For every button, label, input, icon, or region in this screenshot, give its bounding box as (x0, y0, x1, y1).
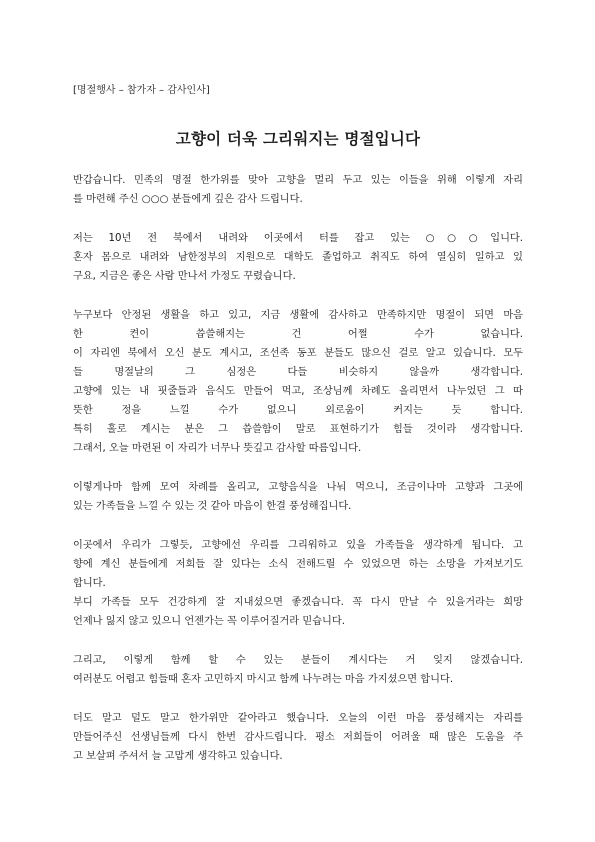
paragraph-line: 반갑습니다. 민족의 명절 한가위를 맞아 고향을 멀리 두고 있는 이들을 위해 이렇게 자리 (73, 175, 523, 186)
paragraph-line: 누구보다 안정된 생활을 하고 있고, 지금 생활에 감사하고 만족하지만 명절이 되면 마음 (73, 310, 523, 321)
paragraph-line: 있는 가족들을 느낄 수 있는 것 같아 마음이 한결 풍성해집니다. (73, 501, 352, 512)
paragraph-line: 한 켠이 씁쓸해지는 건 어쩔 수가 없습니다. (73, 329, 523, 340)
paragraph-line: 더도 말고 덜도 말고 한가위만 같아라고 했습니다. 오늘의 이런 마음 풍성해지는 자리를 (73, 713, 523, 724)
paragraph-line: 합니다. (73, 578, 106, 589)
paragraph-line: 구요, 지금은 좋은 사람 만나서 가정도 꾸렸습니다. (73, 271, 296, 282)
document-title: 고향이 더욱 그리워지는 명절입니다 (175, 130, 421, 148)
paragraph-line: 언제나 잃지 않고 있으니 언젠가는 꼭 이루어질거라 믿습니다. (73, 616, 345, 627)
paragraph-line: 만들어주신 선생님들께 다시 한번 감사드립니다. 평소 저희들이 어려울 때 많은 도움을 주 (73, 732, 523, 743)
document-category: [명절행사 – 참가자 – 감사인사] (73, 85, 210, 96)
paragraph-line: 그리고, 이렇게 함께 할 수 있는 분들이 계시다는 거 잊지 않겠습니다. (73, 655, 523, 666)
paragraph (73, 306, 523, 458)
paragraph (73, 651, 523, 689)
document-body (73, 171, 523, 766)
paragraph (73, 478, 523, 516)
paragraph-line: 혼자 몸으로 내려와 남한정부의 지원으로 대학도 졸업하고 취직도 하여 열심히 일하고 있 (73, 252, 523, 263)
paragraph-line: 이 자리엔 북에서 오신 분도 계시고, 조선족 동포 분들도 많으신 걸로 알고 있습니다. 모두 (73, 348, 523, 359)
paragraph (73, 229, 523, 286)
paragraph-line: 여러분도 어렵고 힘들때 혼자 고민하지 마시고 함께 나누려는 마음 가지셨으면 합니다. (73, 674, 454, 685)
paragraph-line: 이곳에서 우리가 그렇듯, 고향에선 우리를 그리워하고 있을 가족들을 생각하게 됩니다. 고 (73, 540, 523, 551)
paragraph-line: 특히 홀로 계시는 분은 그 씁쓸함이 말로 표현하기가 힘들 것이라 생각합니다. (73, 424, 523, 435)
paragraph (73, 171, 523, 209)
paragraph-line: 고 보살펴 주셔서 늘 고맙게 생각하고 있습니다. (73, 751, 283, 762)
paragraph-line: 이렇게나마 함께 모여 차례를 올리고, 고향음식을 나눠 먹으니, 조금이나마 고향과 그곳에 (73, 482, 523, 493)
paragraph-line: 그래서, 오늘 마련된 이 자리가 너무나 뜻깊고 감사할 따름입니다. (73, 443, 362, 454)
paragraph-line: 들 명절날의 그 심정은 다들 비슷하지 않을까 생각합니다. (73, 367, 523, 378)
paragraph-line: 부디 가족들 모두 건강하게 잘 지내셨으면 좋겠습니다. 꼭 다시 만날 수 있을거라는 희망 (73, 597, 523, 608)
paragraph (73, 536, 523, 631)
paragraph (73, 709, 523, 766)
paragraph-line: 뜻한 정을 느낄 수가 없으니 외로움이 커지는 듯 합니다. (73, 405, 523, 416)
paragraph-line: 를 마련해 주신 ○○○ 분들에게 깊은 감사 드립니다. (73, 194, 303, 205)
paragraph-line: 향에 계신 분들에게 저희들 잘 있다는 소식 전해드릴 수 있었으면 하는 소망을 가져보기도 (73, 559, 523, 570)
paragraph-line: 저는 10년 전 북에서 내려와 이곳에서 터를 잡고 있는 ○○○입니다. (73, 233, 523, 244)
paragraph-line: 고향에 있는 내 핏줄들과 음식도 만들어 먹고, 조상님께 차례도 올리면서 나누었던 그 따 (73, 386, 523, 397)
